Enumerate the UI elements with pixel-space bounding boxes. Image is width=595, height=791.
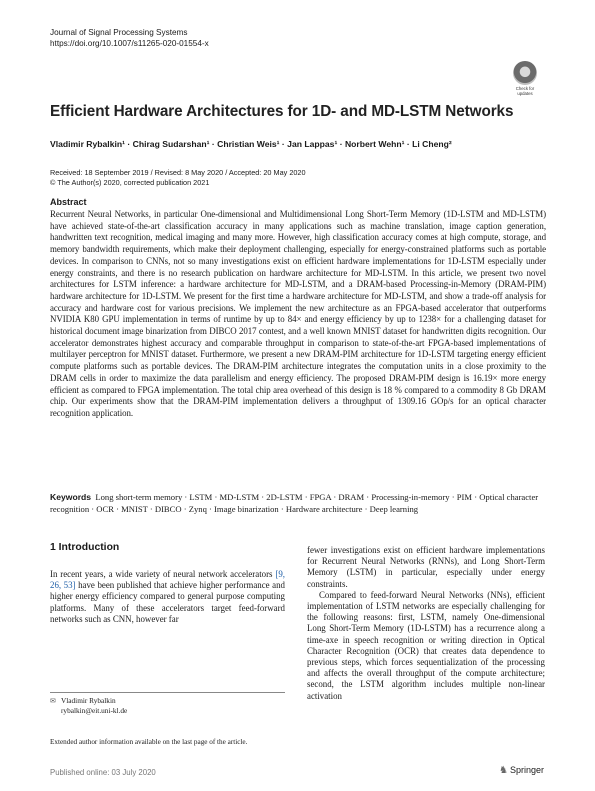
- abstract-heading: Abstract: [50, 197, 87, 207]
- paragraph: fewer investigations exist on efficient hardware implementations for Recurrent Neural Networks (RNNs), and Long Short-Term Memory (LSTM) in particular, especially under energy constraints.: [307, 545, 545, 589]
- doi-link[interactable]: https://doi.org/10.1007/s11265-020-01554-x: [50, 39, 209, 48]
- copyright-line: © The Author(s) 2020, corrected publication 2021: [50, 178, 210, 187]
- author-list: [50, 139, 452, 149]
- citation-link[interactable]: [9, 26, 53]: [50, 569, 285, 591]
- body-column-right: [307, 545, 545, 702]
- abstract-text: Recurrent Neural Networks, in particular One-dimensional and Multidimensional Long Short-Term Memory (1D-LSTM and MD-LSTM) have achieved state-of-the-art classification accuracy in many applications such as machine translation, image caption generation, handwritten text recognition, medical imaging and many more. However, high classification accuracy comes at high compute, storage, and memory bandwidth requirements, which make their deployment challenging, especially for energy-constrained platforms such as portable devices. In comparison to CNNs, not so many investigations exist on efficient hardware implementations for 1D-LSTM especially under energy constraints, and there is no research publication on hardware architecture for MD-LSTM. In this article, we present two novel architectures for LSTM inference: a hardware architecture for MD-LSTM, and a DRAM-based Processing-in-Memory (DRAM-PIM) hardware architecture for 1D-LSTM. We present for the first time a hardware architecture for MD-LSTM, and show a trade-off analysis for accuracy and hardware cost for various precisions. We implement the new architecture as an FPGA-based accelerator that outperforms NVIDIA K80 GPU implementation in terms of runtime by up to 84× and energy efficiency by up to 1238× for a challenging dataset for historical document image binarization from DIBCO 2017 contest, and a well known MNIST dataset for handwritten digits recognition. Our accelerator demonstrates highest accuracy and comparable throughput in comparison to state-of-the-art FPGA-based implementations of multilayer perceptron for MNIST dataset. Furthermore, we present a new DRAM-PIM architecture for 1D-LSTM targeting energy efficient compute platforms such as portable devices. The DRAM-PIM architecture integrates the computation units in a close proximity to the DRAM cells in order to maximize the data parallelism and energy efficiency. The proposed DRAM-PIM design is 16.19× more energy efficient as compared to FPGA implementation. The total chip area overhead of this design is 18 % compared to a commodity 8 Gb DRAM chip. Our experiments show that the DRAM-PIM implementation delivers a throughput of 1309.16 GOp/s for an optical character recognition application.: [50, 209, 546, 418]
- extended-author-info: Extended author information available on the last page of the article.: [50, 738, 248, 746]
- footnote-divider: [50, 692, 285, 693]
- publication-history: [50, 168, 306, 188]
- published-online-date: Published online: 03 July 2020: [50, 768, 156, 777]
- publisher-logo: ♞ Springer: [499, 765, 544, 776]
- history-dates: Received: 18 September 2019 / Revised: 8 May 2020 / Accepted: 20 May 2020: [50, 168, 306, 177]
- check-for-updates-badge[interactable]: Check for updates: [511, 61, 539, 99]
- journal-header: [50, 27, 209, 49]
- paper-title: Efficient Hardware Architectures for 1D- and MD-LSTM Networks: [50, 103, 514, 120]
- keywords-label: Keywords: [50, 492, 92, 502]
- corresponding-email[interactable]: rybalkin@eit.uni-kl.de: [61, 706, 128, 715]
- envelope-icon: ✉: [50, 697, 56, 705]
- keywords-list: Long short-term memory · LSTM · MD-LSTM · 2D-LSTM · FPGA · DRAM · Processing-in-memory · PIM · Optical character recognition · OCR · MNIST · DIBCO · Zynq · Image binarization · Hardware architecture · Deep learning: [50, 492, 539, 514]
- journal-name: Journal of Signal Processing Systems: [50, 28, 188, 37]
- body-column-left: [50, 569, 285, 625]
- check-for-updates-icon: [513, 61, 537, 85]
- paragraph: Compared to feed-forward Neural Networks (NNs), efficient implementation of LSTM networks are especially challenging for the following reasons: first, LSTM, namely One-dimensional Long Short-Term Memory (1D-LSTM) has a recurrence along a time-axe in speech recognition or writing direction in Optical Character Recognition (OCR) that creates data dependence to previous steps, which forces sequentialization of the processing and affects the overall throughput of the compute architecture; second, the LSTM algorithm includes multiple non-linear activation: [307, 589, 545, 701]
- keywords-section: [50, 491, 546, 515]
- springer-horse-icon: ♞: [499, 765, 508, 776]
- authors-text: Vladimir Rybalkin¹ · Chirag Sudarshan¹ · Christian Weis¹ · Jan Lappas¹ · Norbert Wehn¹ · Li Cheng²: [50, 139, 452, 149]
- section-heading-introduction: 1 Introduction: [50, 542, 120, 553]
- correspondence-block: [50, 696, 127, 716]
- paragraph: In recent years, a wide variety of neural network accelerators [9, 26, 53] have been published that achieve higher performance and higher energy efficiency compared to general purpose computing platforms. Many of these accelerators target feed-forward networks such as CNN, however far: [50, 569, 285, 624]
- corresponding-author: Vladimir Rybalkin: [61, 696, 116, 705]
